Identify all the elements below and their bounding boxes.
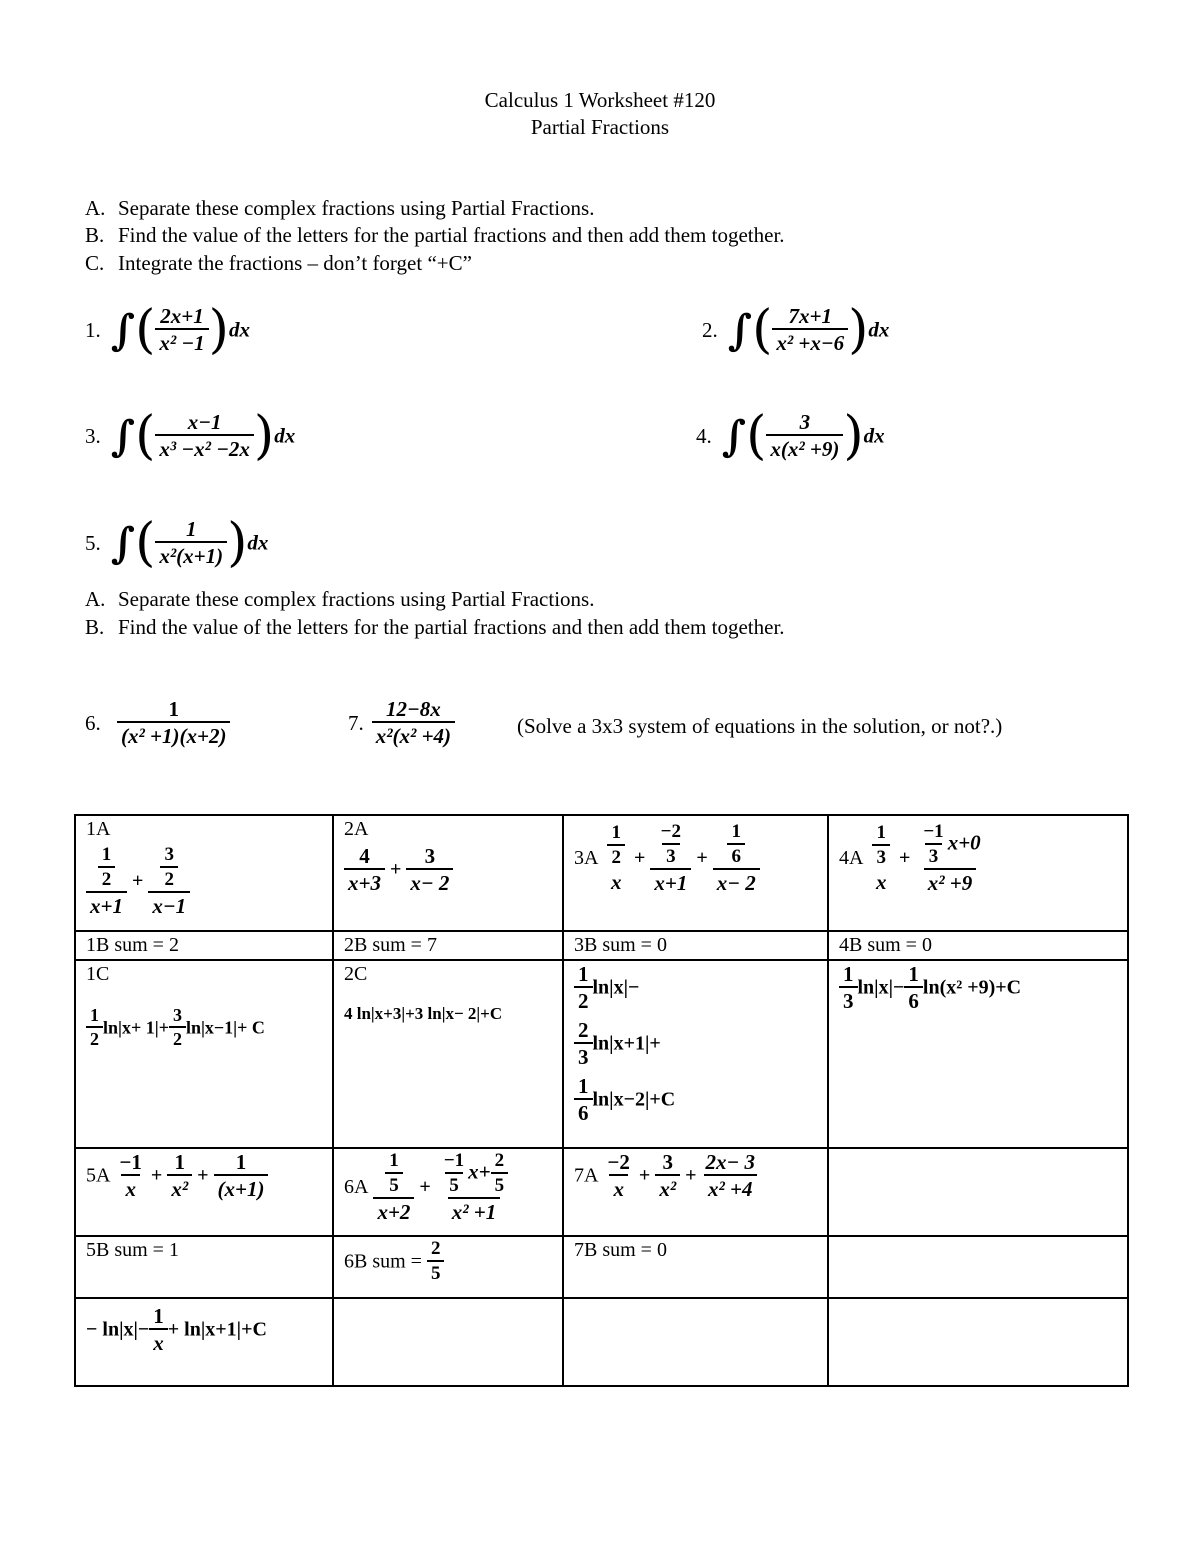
answer-row-a1 (75, 815, 1128, 931)
answer-3c: $\frac{1}{2}$ ln|x|− $\frac{2}{3}$ ln|x+1|+ $\frac{1}{6}$ ln|x−2|+C (563, 960, 828, 1148)
answer-2a: 2A $\frac{4}{x+3}$ + $\frac{3}{x- 2}$ (333, 815, 563, 931)
answer-5a: 5A $\frac{-1}{x}$ + $\frac{1}{\text{x²}}$ + $\frac{1}{(x+1)}$ (75, 1148, 333, 1236)
answer-2b: 2B sum = 7 (333, 931, 563, 960)
answer-6c-empty (333, 1298, 563, 1386)
answer-2c: 2C 4 ln|x+3|+3 ln|x− 2|+C (333, 960, 563, 1148)
answer-1c: 1C $\frac{1}{2}$ ln|x+ 1|+ $\frac{3}{2}$ ln|x−1|+ C (75, 960, 333, 1148)
answer-3a: 3A $\frac{1}{2}$ x + $\frac{\frac{-2}{3}}{x+1}$ + $\frac{\frac{1}{6}}{x- 2}$ (563, 815, 828, 931)
problem-5: 5. ∫( $\frac{1}{\text{x²(x+1)}}$ )dx (85, 513, 269, 573)
problem-4: 4. ∫( $\frac{3}{\text{x(x² +9)}}$ )dx (696, 406, 885, 466)
answer-3b: 3B sum = 0 (563, 931, 828, 960)
answer-1a: 1A $\frac{\frac{1}{2}}{x+1}$ + $\frac{\frac{3}{2}}{x-1}$ (75, 815, 333, 931)
answer-4b: 4B sum = 0 (828, 931, 1128, 960)
page-title: Calculus 1 Worksheet #120 (484, 88, 716, 112)
answer-table (74, 814, 1129, 1387)
answer-8c-empty (828, 1298, 1128, 1386)
instruction-b: B. Find the value of the letters for the partial fractions and then add them together. (85, 223, 785, 247)
answer-row-c2 (75, 1298, 1128, 1386)
instruction-a: A. Separate these complex fractions using Partial Fractions. (85, 196, 595, 220)
answer-4a: 4A $\frac{1}{3}$ x + $\frac{-1}{3}$ x+0 x² +9 (828, 815, 1128, 931)
answer-5c: − ln|x|− $\frac{1}{x}$ + ln|x+1|+C (75, 1298, 333, 1386)
answer-row-c1 (75, 960, 1128, 1148)
answer-6b: 6B sum = $\frac{2}{5}$ (333, 1236, 563, 1298)
problem-7-note: (Solve a 3x3 system of equations in the solution, or not?.) (517, 714, 1003, 738)
answer-7a: 7A $\frac{-2}{x}$ + $\frac{3}{\text{x²}}$ + $\frac{2x- 3}{\text{x² +4}}$ (563, 1148, 828, 1236)
instruction-b-2: B. Find the value of the letters for the partial fractions and then add them together. (85, 615, 785, 639)
answer-8a-empty (828, 1148, 1128, 1236)
answer-row-b2 (75, 1236, 1128, 1298)
answer-4c: $\frac{1}{3}$ ln|x|− $\frac{1}{6}$ ln(x² +9)+C (828, 960, 1128, 1148)
answer-row-a2 (75, 1148, 1128, 1236)
answer-row-b1 (75, 931, 1128, 960)
problem-7: 7. $\frac{12-8x}{\text{x²(x² +4)}}$ (348, 698, 455, 748)
instruction-c: C. Integrate the fractions – don’t forget “+C” (85, 251, 472, 275)
problem-2: 2. ∫( $\frac{7x+1}{\text{x² +x−6}}$ )dx (702, 300, 890, 360)
problem-3: 3. ∫( $\frac{x-1}{\text{x³ −x² −2x}}$ )dx (85, 406, 296, 466)
problem-6: 6. $\frac{1}{\text{(x² +1)(x+2)}}$ (85, 698, 239, 748)
answer-1b: 1B sum = 2 (75, 931, 333, 960)
answer-7c-empty (563, 1298, 828, 1386)
instruction-a-2: A. Separate these complex fractions using Partial Fractions. (85, 587, 595, 611)
page-subtitle: Partial Fractions (530, 115, 670, 139)
answer-7b: 7B sum = 0 (563, 1236, 828, 1298)
problem-1: 1. ∫( $\frac{2x+1}{\text{x² −1}}$ )dx (85, 300, 250, 360)
answer-6a: 6A $\frac{\frac{1}{5}}{x+2}$ + $\frac{-1}{5}$ x+ $\frac{2}{5}$ x² +1 (333, 1148, 563, 1236)
answer-5b: 5B sum = 1 (75, 1236, 333, 1298)
answer-8b-empty (828, 1236, 1128, 1298)
